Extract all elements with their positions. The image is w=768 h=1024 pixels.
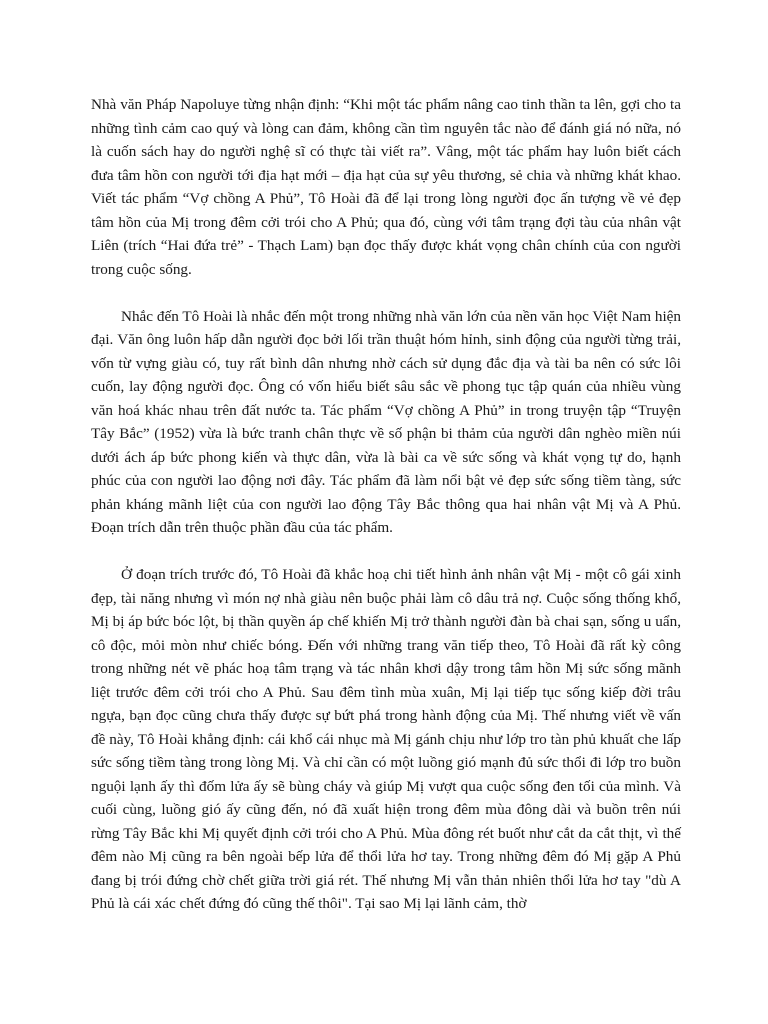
- paragraph-3: Ở đoạn trích trước đó, Tô Hoài đã khắc hoạ chi tiết hình ảnh nhân vật Mị - một cô gái xinh đẹp, tài năng nhưng vì món nợ nhà giàu nên buộc phải làm cô dâu trả nợ. Cuộc sống thống khổ, Mị bị áp bức bóc lột, bị thần quyền áp chế khiến Mị trở thành người đàn bà chai sạn, sống u uẩn, cô độc, mỏi mòn như chiếc bóng. Đến với những trang văn tiếp theo, Tô Hoài đã rất kỳ công trong những nét vẽ phác hoạ tâm trạng và tác nhân khơi dậy trong tâm hồn Mị sức sống mãnh liệt trước đêm cởi trói cho A Phủ. Sau đêm tình mùa xuân, Mị lại tiếp tục sống kiếp đời trâu ngựa, bạn đọc cũng chưa thấy được sự bứt phá trong hành động của Mị. Thế nhưng viết về vấn đề này, Tô Hoài khẳng định: cái khổ cái nhục mà Mị gánh chịu như lớp tro tàn phủ khuất che lấp sức sống tiềm tàng trong lòng Mị. Và chỉ cần có một luồng gió mạnh đủ sức thổi đi lớp tro buồn nguội lạnh ấy thì đốm lửa ấy sẽ bùng cháy và giúp Mị vượt qua cuộc sống đen tối của mình. Và cuối cùng, luồng gió ấy cũng đến, nó đã xuất hiện trong đêm mùa đông dài và buồn trên núi rừng Tây Bắc khi Mị quyết định cởi trói cho A Phủ. Mùa đông rét buốt như cắt da cắt thịt, vì thế đêm nào Mị cũng ra bên ngoài bếp lửa để thổi lửa hơ tay. Trong những đêm đó Mị gặp A Phủ đang bị trói đứng chờ chết giữa trời giá rét. Thế nhưng Mị vẫn thản nhiên thổi lửa hơ tay "dù A Phủ là cái xác chết đứng đó cũng thế thôi". Tại sao Mị lại lãnh cảm, thờ: [91, 566, 681, 912]
- paragraph-1: Nhà văn Pháp Napoluye từng nhận định: “Khi một tác phẩm nâng cao tinh thần ta lên, gợi cho ta những tình cảm cao quý và lòng can đảm, không cần tìm nguyên tắc nào để đánh giá nó nữa, nó là cuốn sách hay do người nghệ sĩ có thực tài viết ra”. Vâng, một tác phẩm hay luôn biết cách đưa tâm hồn con người tới địa hạt mới – địa hạt của sự yêu thương, sẻ chia và những khát khao. Viết tác phẩm “Vợ chồng A Phủ”, Tô Hoài đã để lại trong lòng người đọc ấn tượng về vẻ đẹp tâm hồn của Mị trong đêm cởi trói cho A Phủ; qua đó, cùng với tâm trạng đợi tàu của nhân vật Liên (trích “Hai đứa trẻ” - Thạch Lam) bạn đọc thấy được khát vọng chân chính của con người trong cuộc sống.: [91, 96, 681, 278]
- document-body: [91, 93, 681, 939]
- paragraph-2: Nhắc đến Tô Hoài là nhắc đến một trong những nhà văn lớn của nền văn học Việt Nam hiện đại. Văn ông luôn hấp dẫn người đọc bởi lối trần thuật hóm hỉnh, sinh động của người từng trải, vốn từ vựng giàu có, tuy rất bình dân nhưng nhờ cách sử dụng đắc địa và tài ba nên có sức lôi cuốn, lay động người đọc. Ông có vốn hiểu biết sâu sắc về phong tục tập quán của nhiều vùng văn hoá khác nhau trên đất nước ta. Tác phẩm “Vợ chồng A Phủ” in trong truyện tập “Truyện Tây Bắc” (1952) vừa là bức tranh chân thực về số phận bi thảm của người dân nghèo miền núi dưới ách áp bức phong kiến và thực dân, vừa là bài ca về sức sống và khát vọng tự do, hạnh phúc của con người lao động nơi đây. Tác phẩm đã làm nổi bật vẻ đẹp sức sống tiềm tàng, sức phản kháng mãnh liệt của con người lao động Tây Bắc thông qua hai nhân vật Mị và A Phủ. Đoạn trích dẫn trên thuộc phần đầu của tác phẩm.: [91, 307, 681, 536]
